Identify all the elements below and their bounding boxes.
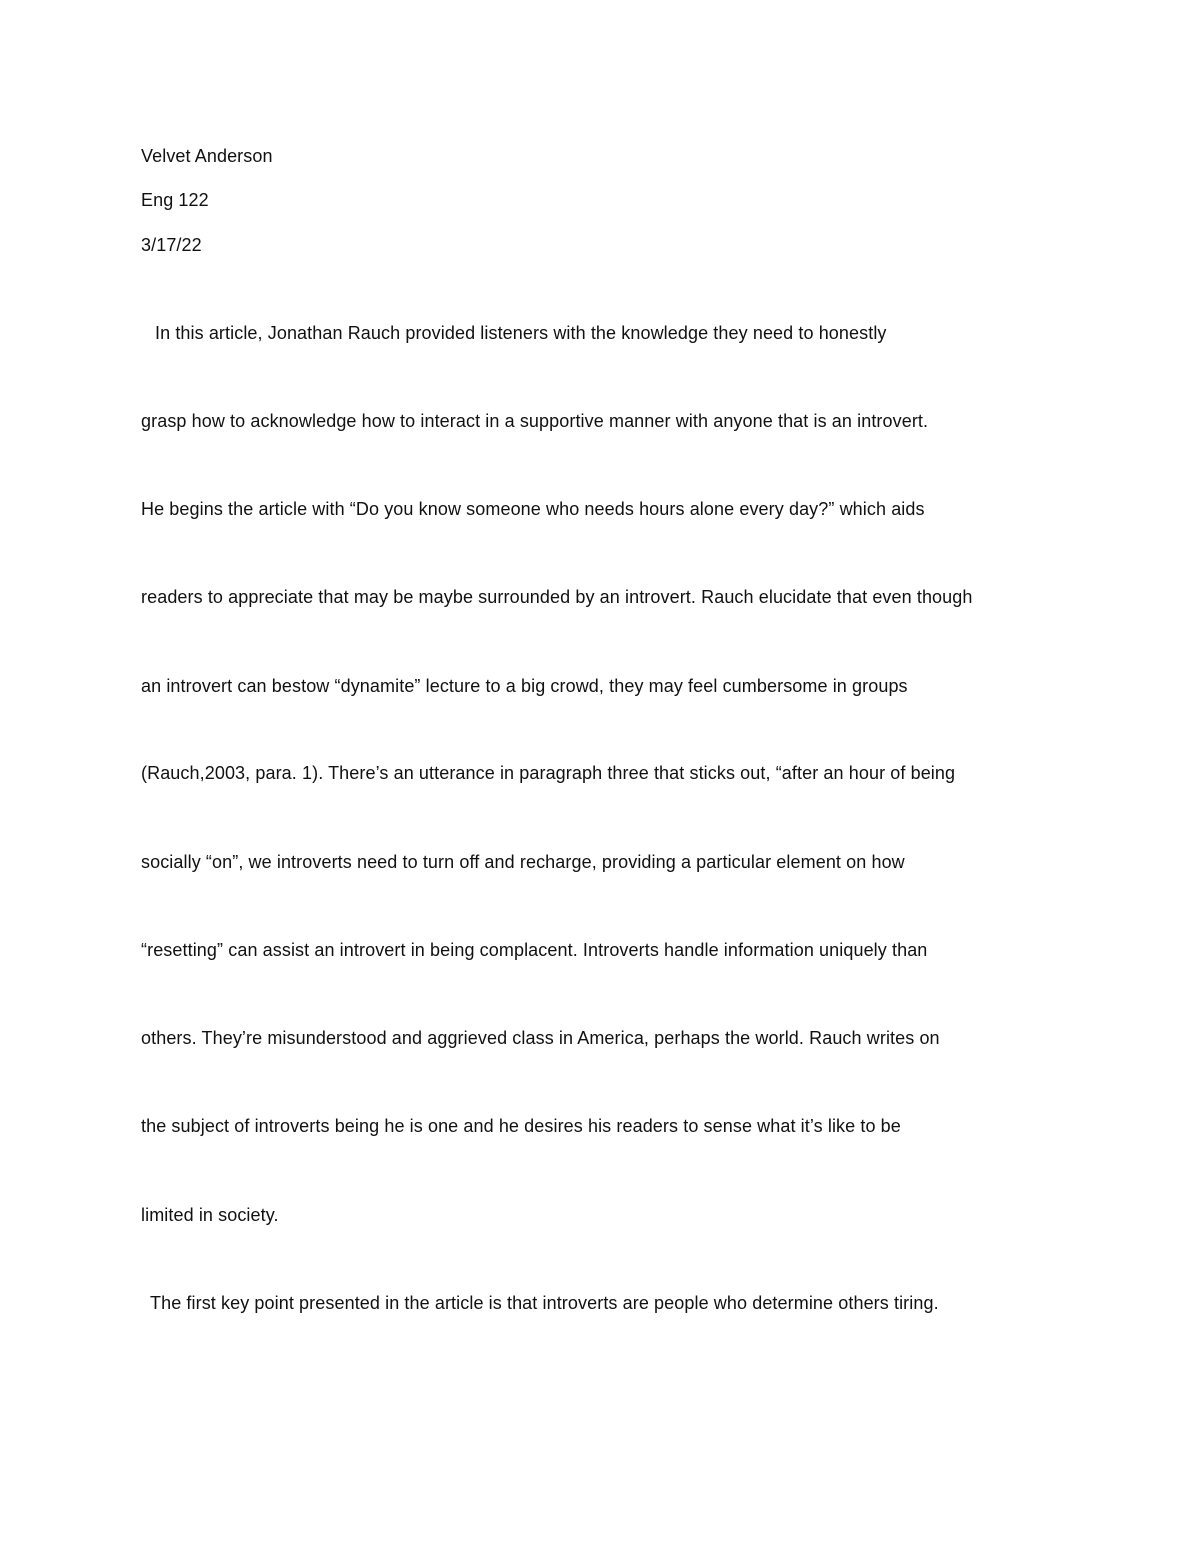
- paragraph-line: others. They’re misunderstood and aggrieved class in America, perhaps the world. Rauch writes on: [141, 1028, 940, 1048]
- paragraph-line: He begins the article with “Do you know someone who needs hours alone every day?” which aids: [141, 499, 925, 519]
- course-name: Eng 122: [141, 190, 209, 210]
- document-date: 3/17/22: [141, 235, 202, 255]
- paragraph-line: the subject of introverts being he is one and he desires his readers to sense what it’s like to be: [141, 1116, 901, 1136]
- paragraph-line: “resetting” can assist an introvert in being complacent. Introverts handle information uniquely than: [141, 940, 928, 960]
- paragraph-line: The first key point presented in the article is that introverts are people who determine others tiring.: [150, 1293, 939, 1313]
- paragraph-line: an introvert can bestow “dynamite” lecture to a big crowd, they may feel cumbersome in groups: [141, 676, 908, 696]
- paragraph-line: (Rauch,2003, para. 1). There’s an utterance in paragraph three that sticks out, “after an hour of being: [141, 763, 956, 783]
- paragraph-line: grasp how to acknowledge how to interact in a supportive manner with anyone that is an introvert.: [141, 411, 929, 431]
- paragraph-line: socially “on”, we introverts need to turn off and recharge, providing a particular element on how: [141, 852, 905, 872]
- paragraph-line: readers to appreciate that may be maybe surrounded by an introvert. Rauch elucidate that even though: [141, 587, 973, 607]
- paragraph-line: In this article, Jonathan Rauch provided listeners with the knowledge they need to honestly: [155, 323, 887, 343]
- author-name: Velvet Anderson: [141, 146, 273, 166]
- paragraph-line: limited in society.: [141, 1205, 279, 1225]
